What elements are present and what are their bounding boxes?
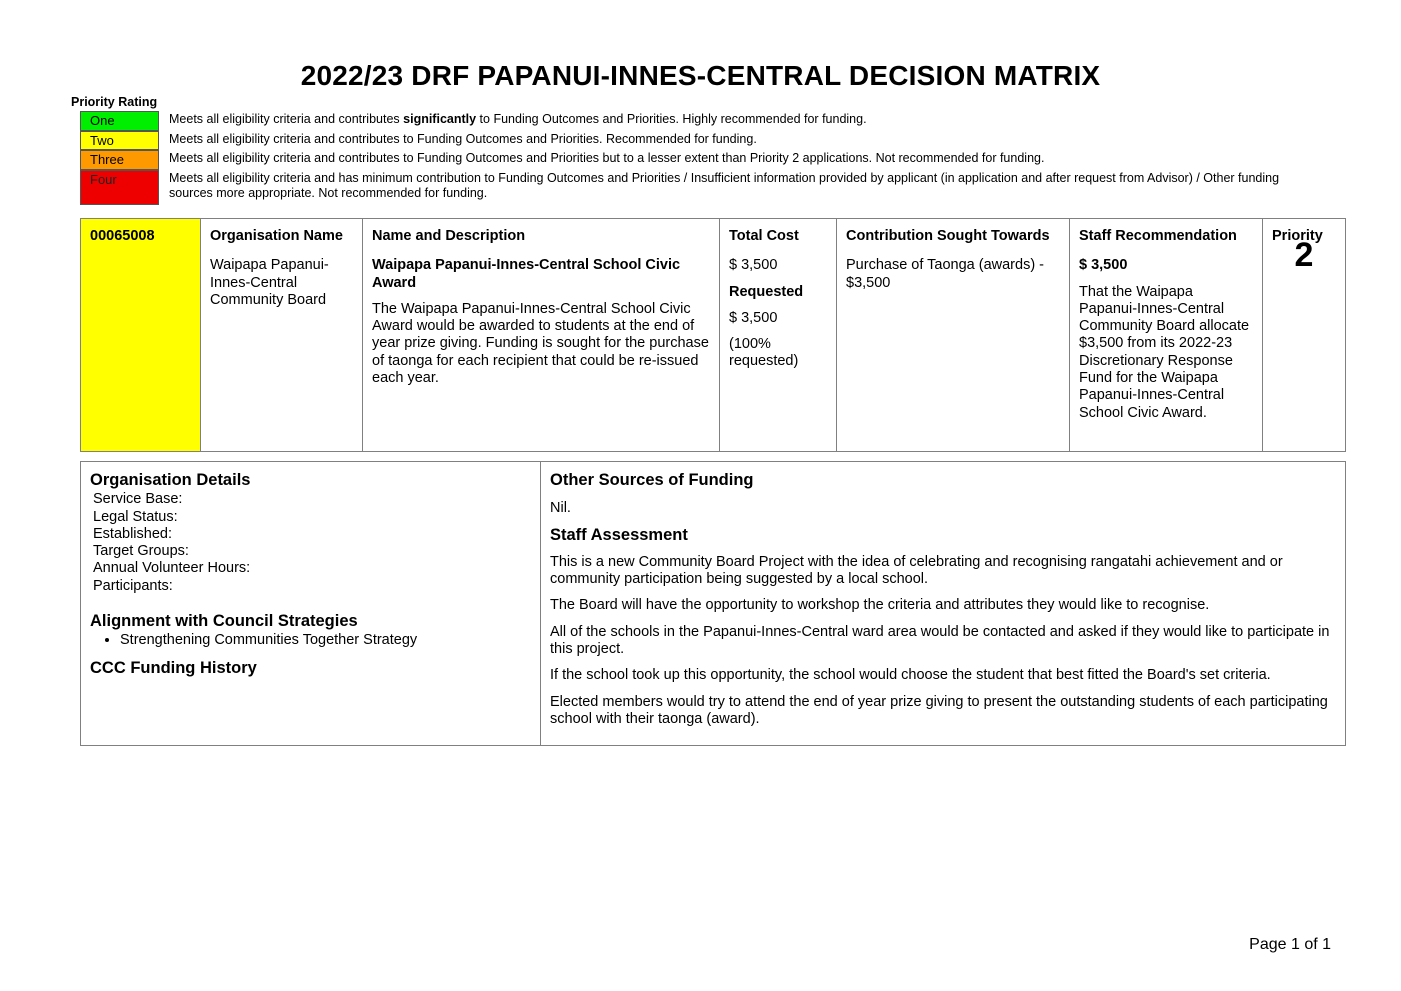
swatch-two: Two (80, 131, 159, 150)
description-cell (363, 219, 720, 452)
cost-header: Total Cost (729, 228, 799, 244)
page-title: 2022/23 DRF PAPANUI-INNES-CENTRAL DECISION MATRIX (300, 60, 1101, 91)
project-description: The Waipapa Papanui-Innes-Central School Civic Award would be awarded to students at the end of year prize giving. Funding is sought for the purchase of taonga for each recipient that could be re-issued each year. (372, 300, 709, 387)
details-row (81, 462, 1346, 746)
assessment-paragraph: The Board will have the opportunity to workshop the criteria and attributes they would like to recognise. (550, 597, 1210, 614)
application-table (80, 218, 1346, 452)
legend-row-three (80, 150, 1320, 170)
swatch-four: Four (80, 170, 159, 205)
detail-legal-status: Legal Status: (93, 508, 178, 525)
swatch-three: Three (80, 150, 159, 170)
other-sources-heading: Other Sources of Funding (550, 471, 754, 489)
swatch-one: One (80, 111, 159, 131)
application-row (81, 219, 1346, 452)
detail-volunteer-hours: Annual Volunteer Hours: (93, 560, 251, 577)
contribution-header: Contribution Sought Towards (846, 228, 1050, 244)
priority-rating-label: Priority Rating (71, 95, 158, 109)
staff-assessment-heading: Staff Assessment (550, 525, 688, 544)
contribution-cell (837, 219, 1070, 452)
contribution-text: Purchase of Taonga (awards) - $3,500 (846, 257, 1045, 291)
legend-row-four (80, 170, 1320, 205)
legend-row-two (80, 131, 1320, 150)
priority-value: 2 (1294, 236, 1314, 275)
details-table (80, 461, 1346, 746)
cost-cell (720, 219, 837, 452)
assessment-paragraph: If the school took up this opportunity, the school would choose the student that best fitted the Board's set criteria. (550, 667, 1271, 684)
detail-established: Established: (93, 525, 172, 542)
application-id-cell (81, 219, 201, 452)
legend-desc-one: Meets all eligibility criteria and contributes significantly to Funding Outcomes and Priorities. Highly recommended for funding. (169, 112, 867, 126)
organisation-details-cell (81, 462, 541, 746)
alignment-heading: Alignment with Council Strategies (90, 612, 358, 631)
legend-desc-three: Meets all eligibility criteria and contributes to Funding Outcomes and Priorities but to a lesser extent than Priority 2 applications. Not recommended for funding. (169, 151, 1045, 165)
alignment-item: • Strengthening Communities Together Strategy (120, 632, 531, 649)
organisation-header: Organisation Name (210, 228, 343, 244)
organisation-name: Waipapa Papanui-Innes-Central Community Board (210, 257, 329, 308)
requested-percent: (100% requested) (729, 336, 799, 370)
description-header: Name and Description (372, 228, 526, 244)
recommendation-cell (1070, 219, 1263, 452)
funding-history-heading: CCC Funding History (90, 658, 257, 677)
recommendation-header: Staff Recommendation (1079, 228, 1237, 244)
recommendation-text: That the Waipapa Papanui-Innes-Central Community Board allocate $3,500 from its 2022-23 Discretionary Response Fund for the Waipapa Papanui-Innes-Central School Civic Award. (1079, 283, 1250, 421)
assessment-paragraph: All of the schools in the Papanui-Innes-Central ward area would be contacted and asked if they would like to participate in this project. (550, 623, 1330, 658)
total-cost: $ 3,500 (729, 257, 778, 274)
detail-target-groups: Target Groups: (93, 543, 189, 560)
requested-amount: $ 3,500 (729, 309, 778, 326)
alignment-list (90, 632, 531, 649)
priority-legend (80, 111, 1320, 205)
legend-row-one (80, 111, 1320, 131)
priority-header: Priority (1272, 228, 1323, 244)
other-sources-text: Nil. (550, 500, 571, 517)
org-details-heading: Organisation Details (90, 471, 251, 489)
requested-label: Requested (729, 283, 804, 300)
project-name: Waipapa Papanui-Innes-Central School Civic Award (372, 257, 681, 291)
detail-participants: Participants: (93, 577, 173, 594)
assessment-cell (541, 462, 1346, 746)
legend-desc-four: Meets all eligibility criteria and has minimum contribution to Funding Outcomes and Priorities / Insufficient information provided by applicant (in application and after request from Advisor) / Other funding sources more appropriate. Not recommended for funding. (169, 171, 1280, 200)
assessment-paragraph: Elected members would try to attend the end of year prize giving to present the outstanding students of each participating school with their taonga (award). (550, 693, 1328, 727)
application-id: 00065008 (90, 228, 155, 244)
page-number: Page 1 of 1 (1249, 936, 1331, 953)
detail-service-base: Service Base: (93, 491, 183, 508)
organisation-cell (201, 219, 363, 452)
assessment-paragraph: This is a new Community Board Project with the idea of celebrating and recognising rangatahi achievement and or community participation being suggested by a local school. (550, 553, 1283, 588)
recommendation-amount: $ 3,500 (1079, 257, 1128, 274)
priority-cell (1263, 219, 1346, 452)
legend-desc-two: Meets all eligibility criteria and contributes to Funding Outcomes and Priorities. Recommended for funding. (169, 132, 757, 146)
